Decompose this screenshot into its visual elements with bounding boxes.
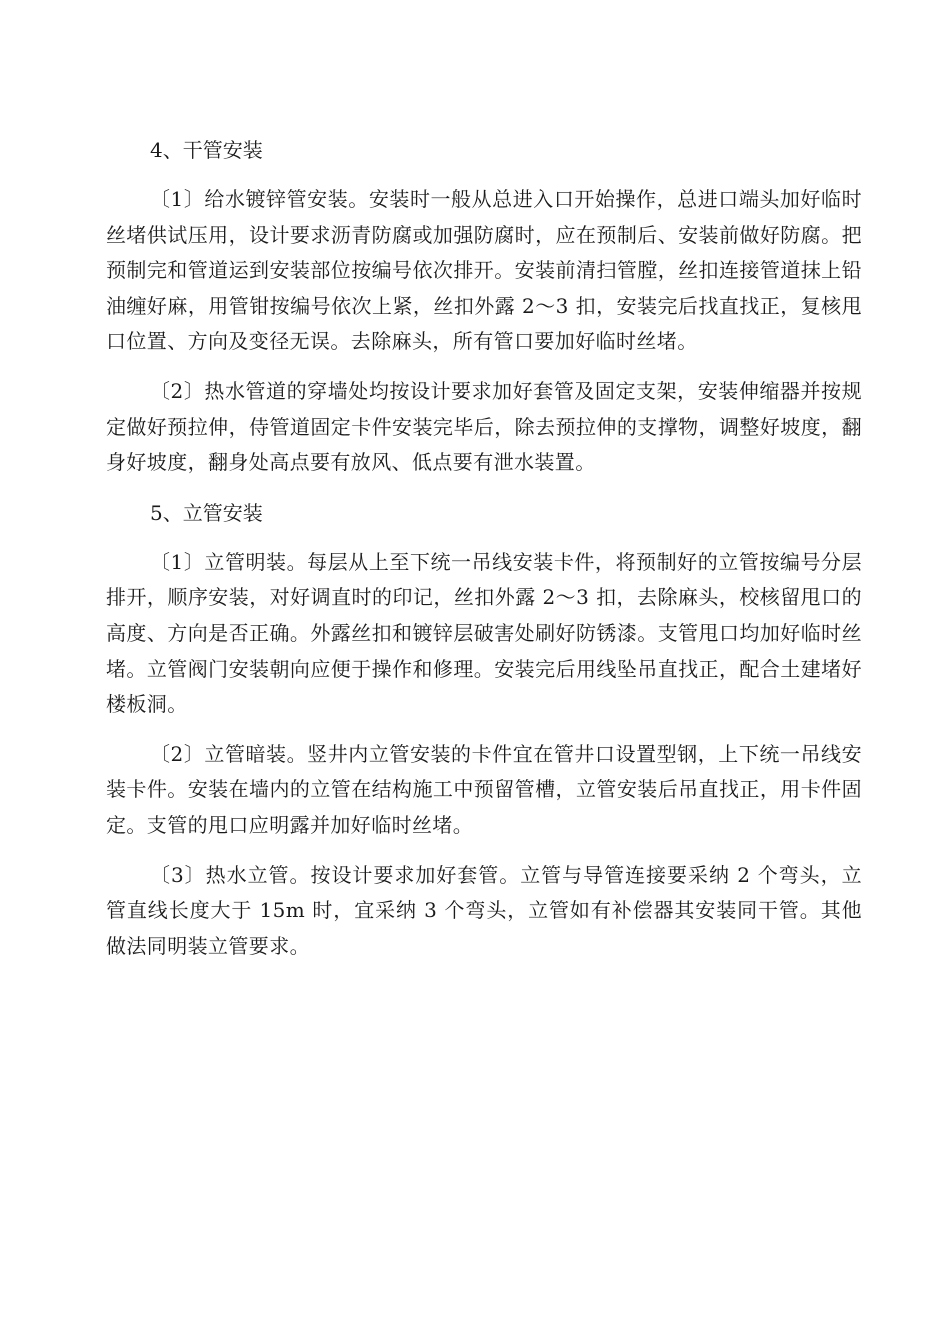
paragraph-5-3: 〔3〕热水立管。按设计要求加好套管。立管与导管连接要采纳 2 个弯头，立管直线长度大于 15m 时，宜采纳 3 个弯头，立管如有补偿器其安装同干管。其他做法同明装立管要求。	[106, 862, 862, 958]
paragraph-4-1: 〔1〕给水镀锌管安装。安装时一般从总进入口开始操作，总进口端头加好临时丝堵供试压用，设计要求沥青防腐或加强防腐时，应在预制后、安装前做好防腐。把预制完和管道运到安装部位按编号依次排开。安装前清扫管膛，丝扣连接管道抹上铅油缠好麻，用管钳按编号依次上紧，丝扣外露 2～3 扣，安装完后找直找正，复核甩口位置、方向及变径无误。去除麻头，所有管口要加好临时丝堵。	[106, 187, 862, 354]
paragraph-5-2: 〔2〕立管暗装。竖井内立管安装的卡件宜在管井口设置型钢，上下统一吊线安装卡件。安装在墙内的立管在结构施工中预留管槽，立管安装后吊直找正，用卡件固定。支管的甩口应明露并加好临时丝堵。	[106, 741, 862, 837]
paragraph-4-2: 〔2〕热水管道的穿墙处均按设计要求加好套管及固定支架，安装伸缩器并按规定做好预拉伸，侍管道固定卡件安装完毕后，除去预拉伸的支撑物，调整好坡度，翻身好坡度，翻身处高点要有放风、低点要有泄水装置。	[106, 378, 862, 475]
document-body	[106, 132, 862, 964]
section-heading-4: 4、干管安装	[150, 138, 263, 162]
section-heading-5: 5、立管安装	[150, 500, 263, 525]
paragraph-5-1: 〔1〕立管明装。每层从上至下统一吊线安装卡件，将预制好的立管按编号分层排开，顺序安装，对好调直时的印记，丝扣外露 2～3 扣，去除麻头，校核留甩口的高度、方向是否正确。外露丝扣和镀锌层破害处刷好防锈漆。支管甩口均加好临时丝堵。立管阀门安装朝向应便于操作和修理。安装完后用线坠吊直找正，配合土建堵好楼板洞。	[106, 549, 862, 717]
